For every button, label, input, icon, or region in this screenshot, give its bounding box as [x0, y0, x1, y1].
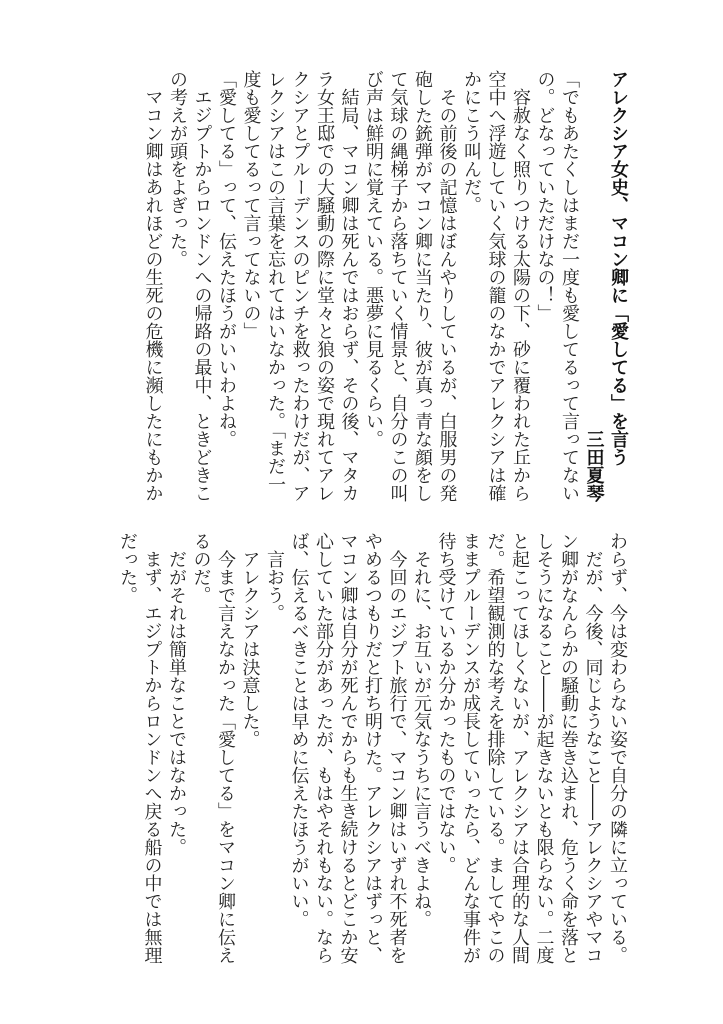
- text-line: それに、お互いが元気なうちに言うべきよね。: [411, 532, 432, 928]
- top-text-block: [140, 70, 630, 502]
- text-line: の。どなっていただけなの！」: [534, 70, 556, 322]
- text-line: だった。: [117, 532, 138, 604]
- text-line: 砲した銃弾がマコン卿に当たり、彼が真っ青な顔をし: [412, 70, 433, 502]
- text-line: 結局、マコン卿は死んではおらず、その後、マタカ: [338, 70, 360, 502]
- text-line: 今まで言えなかった「愛してる」をマコン卿に伝え: [215, 532, 236, 964]
- text-line: 言おう。: [264, 532, 285, 622]
- text-line: しそうになること――が起きないとも限らない。二度: [533, 532, 555, 964]
- text-line: 空中へ浮遊していく気球の籠のなかでアレクシアは確: [485, 70, 507, 502]
- text-line: やめるつもりだと打ち明けた。アレクシアはずっと、: [362, 532, 383, 964]
- text-line: マコン卿は自分が死んでからも生き続けるとどこか安: [337, 532, 359, 964]
- text-line: ままプルーデンスが成長していったら、どんな事件が: [460, 532, 481, 964]
- text-line: アレクシアは決意した。: [239, 532, 261, 748]
- text-line: 「でもあたくしはまだ一度も愛してるって言ってない: [559, 70, 580, 502]
- text-line: と起こってほしくないが、アレクシアは合理的な人間: [509, 532, 530, 964]
- story-title: アレクシア女史、マコン卿に「愛してる」を言う: [608, 70, 629, 466]
- text-line: マコン卿はあれほどの生死の危機に瀕したにもかか: [142, 70, 164, 502]
- text-line: だがそれは簡単なことではなかった。: [166, 532, 187, 856]
- text-line: だ。希望観測的な考えを排除している。ましてやこの: [484, 532, 506, 964]
- text-line: るのだ。: [190, 532, 212, 604]
- text-line: 心していた部分があったが、もはやそれもない。なら: [313, 532, 334, 964]
- text-line: ば、伝えるべきことは早めに伝えたほうがいい。: [288, 532, 310, 928]
- text-line: その前後の記憶はぼんやりしているが、白服男の発: [436, 70, 458, 502]
- text-line: ラ女王邸での大騒動の際に堂々と狼の姿で現れてアレ: [314, 70, 335, 502]
- text-line: まず、エジプトからロンドンへ戻る船の中では無理: [141, 532, 163, 964]
- text-line: の考えが頭をよぎった。: [167, 70, 188, 268]
- text-line: て気球の縄梯子から落ちていく情景と、自分のこの叫: [387, 70, 409, 502]
- text-line: だが、今後、同じようなこと――アレクシアやマコ: [582, 532, 604, 964]
- text-line: クシアとプルーデンスのピンチを救ったわけだが、ア: [289, 70, 311, 502]
- author-name: 三田夏琴: [583, 430, 605, 502]
- text-line: 「愛してる」って、伝えたほうがいいわよね。: [216, 70, 237, 448]
- text-line: 度も愛してるって言ってないの」: [240, 70, 262, 340]
- text-line: わらず、今は変わらない姿で自分の隣に立っている。: [607, 532, 628, 964]
- text-line: かにこう叫んだ。: [461, 70, 482, 214]
- text-line: 今回のエジプト旅行で、マコン卿はいずれ不死者を: [386, 532, 408, 964]
- text-line: レクシアはこの言葉を忘れてはいなかった。「まだ一: [265, 70, 286, 493]
- text-line: エジプトからロンドンへの帰路の最中、ときどきこ: [191, 70, 213, 502]
- text-line: 容赦なく照りつける太陽の下、砂に覆われた丘から: [510, 70, 531, 502]
- text-line: ン卿がなんらかの騒動に巻き込まれ、危うく命を落と: [558, 532, 579, 964]
- bottom-text-block: [115, 532, 630, 964]
- text-line: び声は鮮明に覚えている。悪夢に見るくらい。: [363, 70, 384, 448]
- text-line: 待ち受けているか分かったものではない。: [435, 532, 457, 874]
